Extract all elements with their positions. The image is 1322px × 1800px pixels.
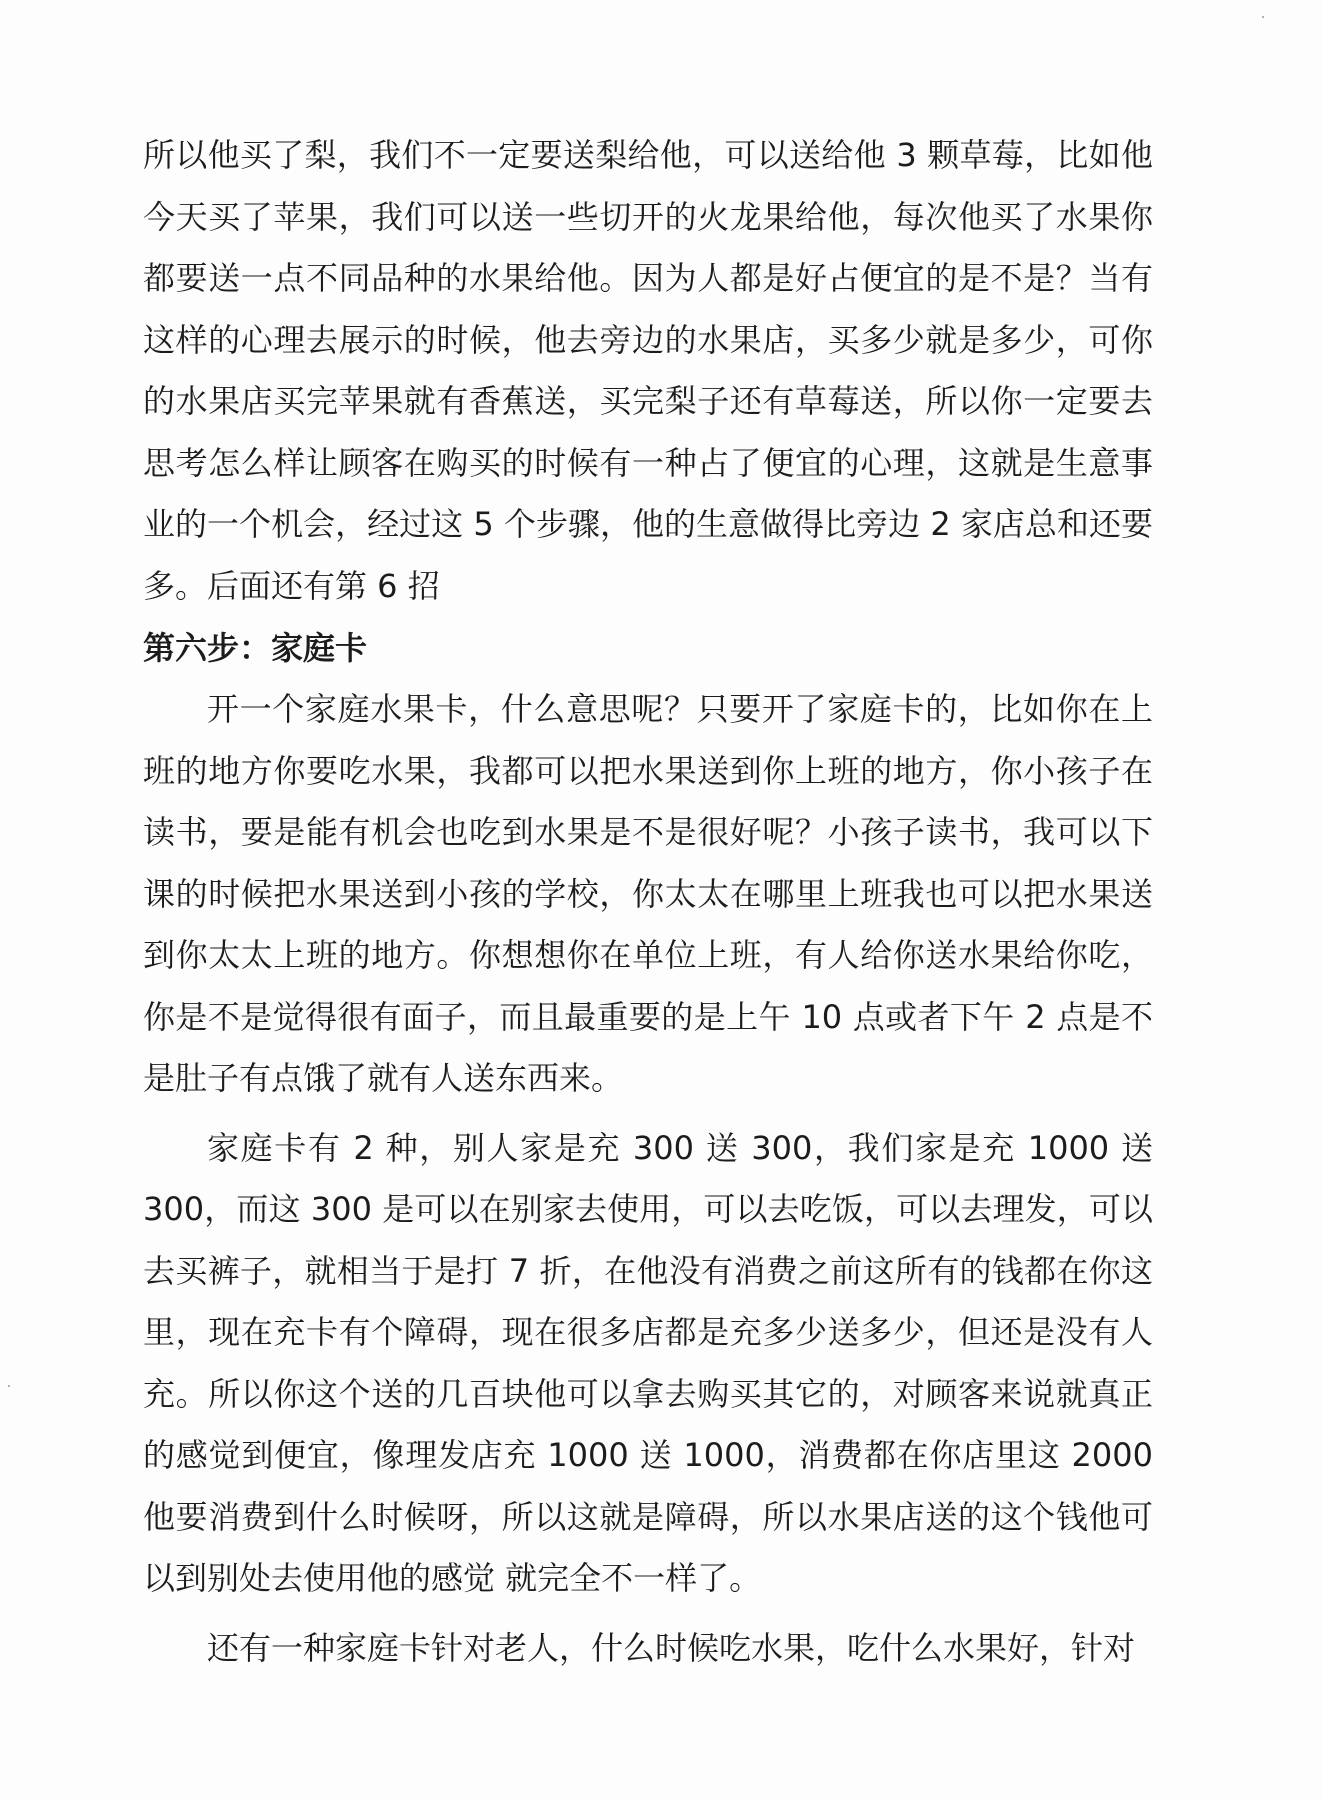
paragraph-family-card-intro: 开一个家庭水果卡，什么意思呢？只要开了家庭卡的，比如你在上班的地方你要吃水果，我都可以把水果送到你上班的地方，你小孩子在读书，要是能有机会也吃到水果是不是很好呢？小孩子读书，我可以下课的时候把水果送到小孩的学校，你太太在哪里上班我也可以把水果送到你太太上班的地方。你想想你在单位上班，有人给你送水果给你吃，你是不是觉得很有面子，而且最重要的是上午 10 点或者下午 2 点是不是肚子有点饿了就有人送东西来。	[143, 690, 1153, 1097]
paragraph-elderly-card: 还有一种家庭卡针对老人，什么时候吃水果，吃什么水果好，针对	[207, 1628, 1136, 1667]
scan-speck	[1262, 16, 1264, 18]
paragraph-intro: 所以他买了梨，我们不一定要送梨给他，可以送给他 3 颗草莓，比如他今天买了苹果，我们可以送一些切开的火龙果给他，每次他买了水果你都要送一点不同品种的水果给他。因为人都是好占便宜的是不是？当有这样的心理去展示的时候，他去旁边的水果店，买多少就是多少，可你的水果店买完苹果就有香蕉送，买完梨子还有草莓送，所以你一定要去思考怎么样让顾客在购买的时候有一种占了便宜的心理，这就是生意事业的一个机会，经过这 5 个步骤，他的生意做得比旁边 2 家店总和还要多。后面还有第 6 招	[143, 136, 1153, 605]
paragraph-family-card-types: 家庭卡有 2 种，别人家是充 300 送 300，我们家是充 1000 送 300，而这 300 是可以在别家去使用，可以去吃饭，可以去理发，可以去买裤子，就相当于是打 7 折，在他没有消费之前这所有的钱都在你这里，现在充卡有个障碍，现在很多店都是充多少送多少，但还是没有人充。所以你这个送的几百块他可以拿去购买其它的，对顾客来说就真正的感觉到便宜，像理发店充 1000 送 1000，消费都在你店里这 2000 他要消费到什么时候呀，所以这就是障碍，所以水果店送的这个钱他可以到别处去使用他的感觉 就完全不一样了。	[143, 1128, 1153, 1597]
document-body	[143, 125, 1153, 1679]
scan-speck	[8, 1385, 10, 1387]
section-heading-step-six: 第六步：家庭卡	[143, 629, 368, 667]
